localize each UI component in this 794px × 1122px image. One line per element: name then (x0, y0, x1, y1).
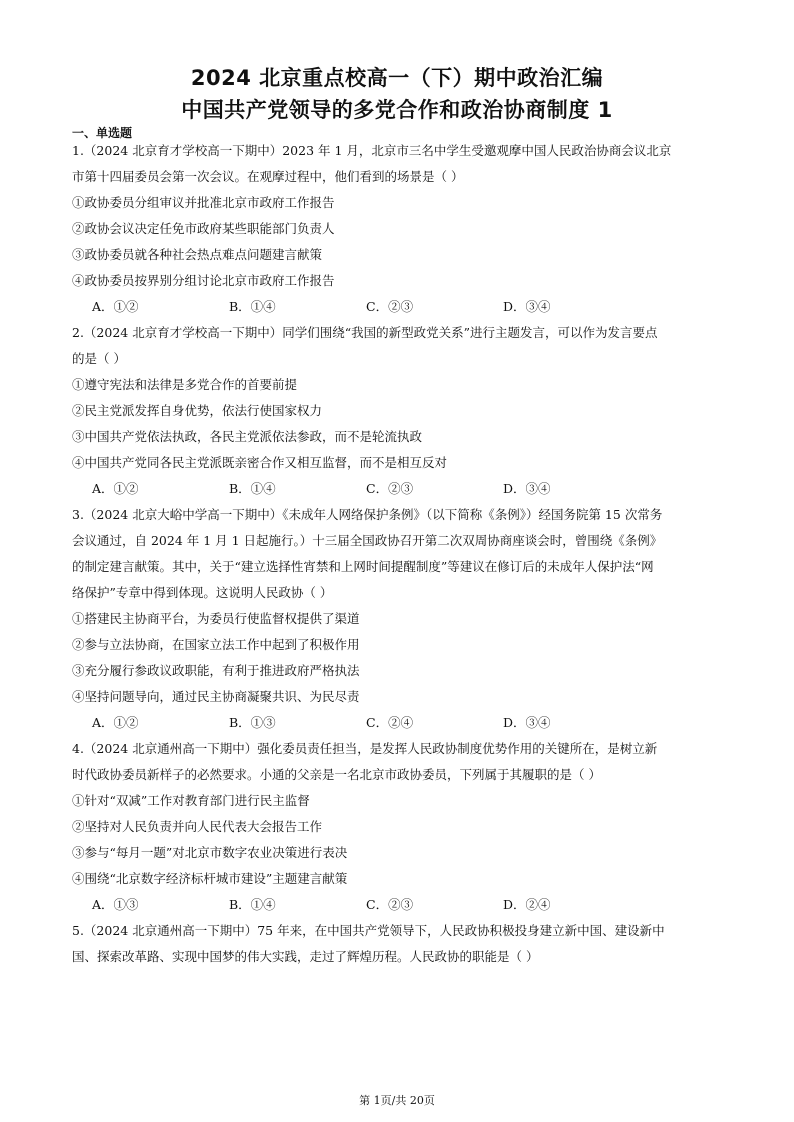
answer-choice: C．②③ (366, 481, 414, 496)
statement-option: ②民主党派发挥自身优势，依法行使国家权力 (72, 403, 323, 418)
question-list (72, 138, 742, 970)
question-stem-line: 国、探索改革路、实现中国梦的伟大实践，走过了辉煌历程。人民政协的职能是（ ） (72, 949, 539, 964)
answer-choice: A．①② (92, 715, 139, 730)
section-heading: 一、单选题 (72, 126, 133, 140)
answer-choice: C．②③ (366, 897, 414, 912)
statement-option: ④围绕“北京数字经济标杆城市建设”主题建言献策 (72, 871, 348, 886)
answer-choice: B．①④ (229, 481, 276, 496)
answer-choice: B．①③ (229, 715, 276, 730)
answer-choice: D．②④ (503, 897, 551, 912)
answer-choice: D．③④ (503, 481, 551, 496)
question-stem-line: 会议通过，自 2024 年 1 月 1 日起施行。）十三届全国政协召开第二次双周协商座谈会时，曾围绕《条例》 (72, 533, 663, 548)
answer-choices (72, 892, 742, 918)
question-stem-line: 3.（2024 北京大峪中学高一下期中）《未成年人网络保护条例》（以下简称《条例》）经国务院第 15 次常务 (72, 507, 663, 522)
answer-choices (72, 476, 742, 502)
page-title: 2024 北京重点校高一（下）期中政治汇编 (190, 66, 604, 90)
answer-choices (72, 294, 742, 320)
question-stem-line: 时代政协委员新样子的必然要求。小通的父亲是一名北京市政协委员，下列属于其履职的是（ ） (72, 767, 601, 782)
statement-option: ①遵守宪法和法律是多党合作的首要前提 (72, 377, 298, 392)
answer-choice: C．②④ (366, 715, 414, 730)
statement-option: ②政协会议决定任免市政府某些职能部门负责人 (72, 221, 335, 236)
answer-choice: D．③④ (503, 715, 551, 730)
answer-choice: B．①④ (229, 299, 276, 314)
question-stem-line: 4.（2024 北京通州高一下期中）强化委员责任担当，是发挥人民政协制度优势作用的关键所在，是树立新 (72, 741, 658, 756)
question-stem-line: 2.（2024 北京育才学校高一下期中）同学们围绕“我国的新型政党关系”进行主题发言，可以作为发言要点 (72, 325, 658, 340)
answer-choice: C．②③ (366, 299, 414, 314)
statement-option: ①针对“双减”工作对教育部门进行民主监督 (72, 793, 310, 808)
page-footer: 第 1页/共 20页 (359, 1094, 435, 1107)
question-block (72, 736, 742, 918)
statement-option: ①政协委员分组审议并批准北京市政府工作报告 (72, 195, 335, 210)
question-stem-line: 的制定建言献策。其中，关于“建立选择性宵禁和上网时间提醒制度”等建议在修订后的未成年人保护法“网 (72, 559, 654, 574)
statement-option: ①搭建民主协商平台，为委员行使监督权提供了渠道 (72, 611, 360, 626)
question-block (72, 320, 742, 502)
statement-option: ④政协委员按界别分组讨论北京市政府工作报告 (72, 273, 335, 288)
question-block (72, 502, 742, 736)
page-subtitle: 中国共产党领导的多党合作和政治协商制度 1 (181, 98, 613, 122)
answer-choice: A．①② (92, 299, 139, 314)
statement-option: ②参与立法协商，在国家立法工作中起到了积极作用 (72, 637, 360, 652)
statement-option: ②坚持对人民负责并向人民代表大会报告工作 (72, 819, 323, 834)
statement-option: ④坚持问题导向，通过民主协商凝聚共识、为民尽责 (72, 689, 360, 704)
question-stem-line: 的是（ ） (72, 351, 126, 366)
statement-option: ③充分履行参政议政职能，有利于推进政府严格执法 (72, 663, 360, 678)
answer-choice: A．①③ (92, 897, 139, 912)
statement-option: ③中国共产党依法执政，各民主党派依法参政，而不是轮流执政 (72, 429, 423, 444)
answer-choice: B．①④ (229, 897, 276, 912)
question-block (72, 138, 742, 320)
question-stem-line: 市第十四届委员会第一次会议。在观摩过程中，他们看到的场景是（ ） (72, 169, 464, 184)
question-block (72, 918, 742, 970)
statement-option: ③参与“每月一题”对北京市数字农业决策进行表决 (72, 845, 348, 860)
question-stem-line: 1.（2024 北京育才学校高一下期中）2023 年 1 月，北京市三名中学生受邀观摩中国人民政治协商会议北京 (72, 143, 672, 158)
answer-choice: A．①② (92, 481, 139, 496)
statement-option: ③政协委员就各种社会热点难点问题建言献策 (72, 247, 323, 262)
question-stem-line: 络保护”专章中得到体现。这说明人民政协（ ） (72, 585, 333, 600)
answer-choices (72, 710, 742, 736)
statement-option: ④中国共产党同各民主党派既亲密合作又相互监督，而不是相互反对 (72, 455, 448, 470)
question-stem-line: 5.（2024 北京通州高一下期中）75 年来，在中国共产党领导下，人民政协积极投身建立新中国、建设新中 (72, 923, 665, 938)
answer-choice: D．③④ (503, 299, 551, 314)
